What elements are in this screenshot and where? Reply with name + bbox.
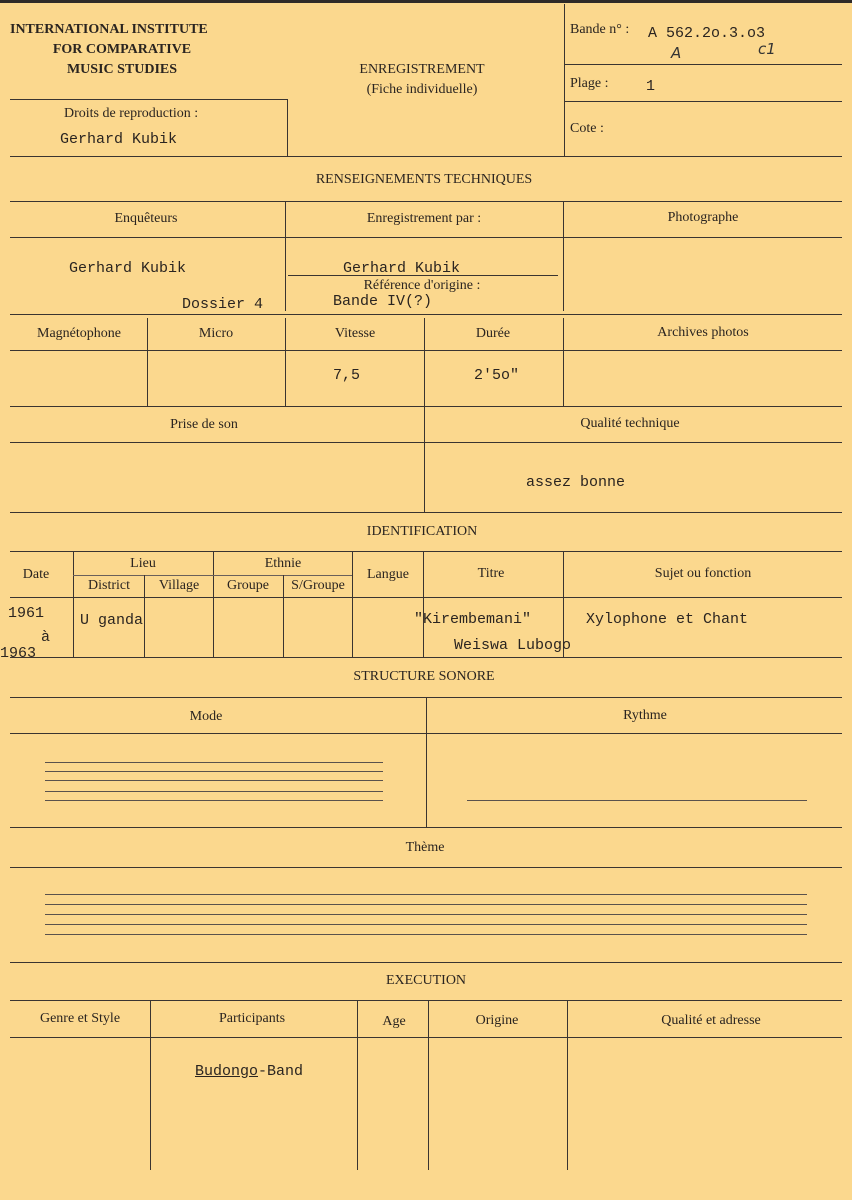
reference-label: Référence d'origine : bbox=[363, 278, 481, 293]
tech-header-rule bbox=[10, 237, 842, 238]
groupe-sgroupe-div bbox=[283, 575, 284, 657]
tech-row3-rule bbox=[10, 406, 842, 407]
titre-label: Titre bbox=[477, 566, 505, 581]
bande-label: Bande n° : bbox=[570, 22, 630, 37]
participants-value-suffix: -Band bbox=[258, 1063, 304, 1080]
lieu-label: Lieu bbox=[130, 556, 156, 571]
theme-line-5 bbox=[45, 934, 807, 935]
genre-label: Genre et Style bbox=[39, 1011, 121, 1026]
bande-handwritten-c1: c1 bbox=[758, 40, 776, 58]
institute-line-3: MUSIC STUDIES bbox=[66, 62, 178, 77]
date-value-a: à bbox=[41, 629, 51, 646]
theme-label: Thème bbox=[405, 840, 445, 855]
structure-bottom-rule bbox=[10, 827, 842, 828]
vitesse-div bbox=[424, 318, 425, 406]
duree-value: 2'5o" bbox=[474, 367, 520, 384]
ident-langue-div bbox=[423, 551, 424, 657]
exec-title-rule bbox=[10, 1000, 842, 1001]
card-subtitle: (Fiche individuelle) bbox=[366, 82, 478, 97]
header-right-divider bbox=[564, 4, 565, 156]
structure-section-title: STRUCTURE SONORE bbox=[353, 669, 495, 684]
plage-label: Plage : bbox=[570, 76, 609, 91]
village-label: Village bbox=[158, 578, 200, 593]
bande-handwritten-a: A bbox=[671, 44, 682, 62]
micro-label: Micro bbox=[198, 326, 234, 341]
mode-header-rule bbox=[10, 733, 842, 734]
mode-label: Mode bbox=[189, 709, 223, 724]
cote-label: Cote : bbox=[570, 121, 604, 136]
mode-line-4 bbox=[45, 791, 383, 792]
groupe-label: Groupe bbox=[227, 578, 269, 593]
ident-ethnie-div bbox=[352, 551, 353, 657]
header-bottom-rule bbox=[10, 156, 842, 157]
age-label: Age bbox=[382, 1014, 406, 1029]
enqueteurs-value: Gerhard Kubik bbox=[69, 260, 187, 277]
theme-line-2 bbox=[45, 904, 807, 905]
tech-row2-rule bbox=[10, 314, 842, 315]
exec-age-div bbox=[428, 1000, 429, 1170]
sujet-value: Xylophone et Chant bbox=[586, 611, 749, 628]
enqueteurs-label: Enquêteurs bbox=[114, 211, 178, 226]
qualite-adresse-label: Qualité et adresse bbox=[661, 1013, 761, 1028]
exec-genre-div bbox=[150, 1000, 151, 1170]
prise-header-rule bbox=[10, 442, 842, 443]
tech-row2-header-rule bbox=[10, 350, 842, 351]
photographe-label: Photographe bbox=[667, 210, 739, 225]
vitesse-value: 7,5 bbox=[333, 367, 361, 384]
theme-line-1 bbox=[45, 894, 807, 895]
ethnie-label: Ethnie bbox=[264, 556, 302, 571]
qualite-value: assez bonne bbox=[526, 474, 626, 491]
prise-div bbox=[424, 406, 425, 512]
titre-value-performer: Weiswa Lubogo bbox=[454, 637, 572, 654]
lieu-ethnie-subrule bbox=[73, 575, 352, 576]
ident-section-title: IDENTIFICATION bbox=[366, 524, 478, 539]
enregistrement-label: Enregistrement par : bbox=[366, 211, 482, 226]
district-village-div bbox=[144, 575, 145, 657]
rights-top-rule bbox=[10, 99, 287, 100]
rights-label: Droits de reproduction : bbox=[64, 106, 199, 121]
mode-line-5 bbox=[45, 800, 383, 801]
duree-label: Durée bbox=[475, 326, 511, 341]
magneto-div bbox=[147, 318, 148, 406]
institute-line-1: INTERNATIONAL INSTITUTE bbox=[10, 22, 208, 37]
ident-header-rule bbox=[10, 597, 842, 598]
plage-rule bbox=[564, 101, 842, 102]
ident-bottom-rule bbox=[10, 657, 842, 658]
date-value-to: 1963 bbox=[0, 645, 37, 662]
rights-right-divider bbox=[287, 99, 288, 156]
participants-value-name: Budongo bbox=[195, 1063, 259, 1080]
tech-title-rule bbox=[10, 201, 842, 202]
participants-value bbox=[195, 1064, 303, 1080]
district-label: District bbox=[88, 578, 130, 593]
theme-bottom-rule bbox=[10, 962, 842, 963]
enregistrement-value: Gerhard Kubik bbox=[343, 260, 461, 277]
reference-value: Bande IV(?) bbox=[333, 293, 433, 310]
sujet-label: Sujet ou fonction bbox=[654, 566, 752, 581]
theme-line-3 bbox=[45, 914, 807, 915]
tech-col-div-1 bbox=[285, 201, 286, 311]
institute-line-2: FOR COMPARATIVE bbox=[52, 42, 192, 57]
date-label: Date bbox=[22, 567, 50, 582]
tech-section-title: RENSEIGNEMENTS TECHNIQUES bbox=[315, 172, 533, 187]
vitesse-label: Vitesse bbox=[334, 326, 376, 341]
participants-label: Participants bbox=[218, 1011, 286, 1026]
exec-header-rule bbox=[10, 1037, 842, 1038]
ident-lieu-div bbox=[213, 551, 214, 657]
magnetophone-label: Magnétophone bbox=[37, 326, 121, 341]
sgroupe-label: S/Groupe bbox=[291, 578, 345, 593]
rythme-label: Rythme bbox=[623, 708, 667, 723]
rythme-line bbox=[467, 800, 807, 801]
card-top-edge bbox=[0, 0, 852, 3]
plage-value: 1 bbox=[646, 78, 656, 95]
titre-value: "Kirembemani" bbox=[414, 611, 532, 628]
rights-value: Gerhard Kubik bbox=[60, 131, 178, 148]
card-title: ENREGISTREMENT bbox=[359, 62, 485, 77]
theme-header-rule bbox=[10, 867, 842, 868]
origine-label: Origine bbox=[475, 1013, 519, 1028]
theme-line-4 bbox=[45, 924, 807, 925]
langue-label: Langue bbox=[367, 567, 409, 582]
exec-origine-div bbox=[567, 1000, 568, 1170]
mode-rythme-div bbox=[426, 697, 427, 827]
bande-value: A 562.2o.3.o3 bbox=[648, 25, 766, 42]
tech-bottom-rule bbox=[10, 512, 842, 513]
prise-label: Prise de son bbox=[170, 417, 238, 432]
duree-div bbox=[563, 318, 564, 406]
tech-col-div-2 bbox=[563, 201, 564, 311]
district-value: U ganda bbox=[80, 612, 144, 629]
ident-title-rule bbox=[10, 551, 842, 552]
micro-div bbox=[285, 318, 286, 406]
qualite-label: Qualité technique bbox=[580, 416, 680, 431]
dossier-value: Dossier 4 bbox=[182, 296, 264, 313]
exec-participants-div bbox=[357, 1000, 358, 1170]
ident-date-div bbox=[73, 551, 74, 657]
date-value-from: 1961 bbox=[8, 605, 45, 622]
mode-line-2 bbox=[45, 771, 383, 772]
mode-line-1 bbox=[45, 762, 383, 763]
archives-label: Archives photos bbox=[657, 325, 749, 340]
bande-rule bbox=[564, 64, 842, 65]
exec-section-title: EXECUTION bbox=[385, 973, 467, 988]
mode-line-3 bbox=[45, 780, 383, 781]
